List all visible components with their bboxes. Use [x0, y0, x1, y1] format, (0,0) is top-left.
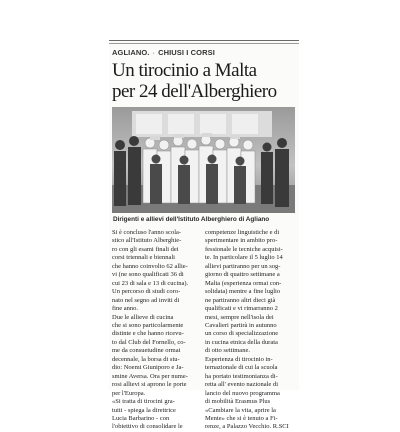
text-line: ne partiranno altri dieci già: [205, 296, 276, 304]
text-line: Mente» che si è tenuto a Fi-: [205, 414, 278, 422]
section-kicker: [112, 48, 215, 57]
headline-line: per 24 dell'Alberghiero: [112, 81, 277, 102]
text-line: «Si tratta di tirocini gra-: [112, 398, 175, 406]
text-line: l'obiettivo di consolidare le: [112, 423, 183, 431]
group-photo-image: [112, 107, 295, 213]
kicker-separator: ·: [152, 48, 156, 57]
text-line: «Cambiare la vita, aprire la: [205, 406, 276, 414]
text-line: Lucia Barbarino - con: [112, 414, 170, 422]
text-line: per l'Europa.: [112, 389, 146, 397]
text-line: stico all'Istituto Alberghie-: [112, 237, 182, 245]
text-line: qualificati e vi rimarranno 2: [205, 305, 278, 313]
text-line: tuiti - spiega la direttrice: [112, 406, 176, 414]
newspaper-clipping: [109, 40, 299, 431]
header-rule-secondary: [109, 43, 299, 44]
text-line: to dal Club del Fornello, co-: [112, 338, 186, 346]
text-line: di mobilità Erasmus Plus: [205, 398, 271, 406]
text-line: Un percorso di studi coro-: [112, 288, 181, 296]
text-line: rosi allievi si aprono le porte: [112, 381, 187, 389]
text-line: fine anno.: [112, 305, 138, 313]
text-line: giorno di quattro settimane a: [205, 271, 280, 279]
text-line: vi (ne sono qualificati 36 di: [112, 271, 184, 279]
text-line: Cavalieri partirà in autunno: [205, 321, 277, 329]
text-line: decennale, la borsa di stu-: [112, 355, 180, 363]
text-line: sperimentare in ambito pro-: [205, 237, 278, 245]
subsection-name: CHIUSI I CORSI: [158, 48, 215, 57]
text-line: Esperienza di tirocinio in-: [205, 355, 273, 363]
text-line: corsi triennali e biennali: [112, 254, 175, 262]
article-column-1: [112, 229, 196, 432]
text-line: distinte e che hanno ricevu-: [112, 330, 184, 338]
text-line: Malta (esperienza ormai con-: [205, 279, 282, 287]
article-headline: [112, 60, 298, 102]
text-line: ha portato testimonianza di-: [205, 372, 278, 380]
text-line: che si sono particolarmente: [112, 321, 184, 329]
text-line: mesi, sempre nell'isola dei: [205, 313, 274, 321]
text-line: cui 23 di sala e 13 di cucina).: [112, 279, 189, 287]
text-line: lancio del nuovo programma: [205, 389, 280, 397]
text-line: competenze linguistiche e di: [205, 229, 280, 236]
text-line: smine Aversa. Ora per nume-: [112, 372, 188, 380]
photo-caption: Dirigenti e allievi dell'Istituto Alberghiero di Agliano: [113, 216, 270, 223]
text-line: me da consuetudine ormai: [112, 347, 181, 355]
text-line: ro con gli esami finali dei: [112, 245, 179, 253]
header-rule: [109, 40, 299, 41]
text-line: un corso di specializzazione: [205, 330, 279, 338]
text-line: Due le allieve di cucina: [112, 313, 174, 321]
section-name: AGLIANO.: [112, 48, 150, 57]
text-line: allievi partiranno per un sog-: [205, 262, 281, 270]
text-line: in cucina etnica della durata: [205, 338, 278, 346]
text-line: fessionale le tecniche acquisi-: [205, 245, 283, 253]
text-line: Si è concluso l'anno scola-: [112, 229, 182, 236]
text-line: di otto settimane.: [205, 347, 250, 355]
text-line: retta all' evento nazionale di: [205, 381, 278, 389]
group-photo: [112, 107, 295, 213]
text-line: solidata) mentre a fine luglio: [205, 288, 281, 296]
text-line: dio: Noemi Giuniporo e Ja-: [112, 364, 184, 372]
text-line: renze, a Palazzo Vecchio. R.SCI: [205, 423, 289, 431]
text-line: che hanno coinvolto 62 allie-: [112, 262, 188, 270]
text-line: ternazionale di cui la scuola: [205, 364, 278, 372]
text-line: te. In particolare il 5 luglio 14: [205, 254, 283, 262]
text-line: nato nel segno ad inviti di: [112, 296, 180, 304]
article-column-2: [205, 229, 295, 432]
headline-line: Un tirocinio a Malta: [112, 60, 257, 81]
